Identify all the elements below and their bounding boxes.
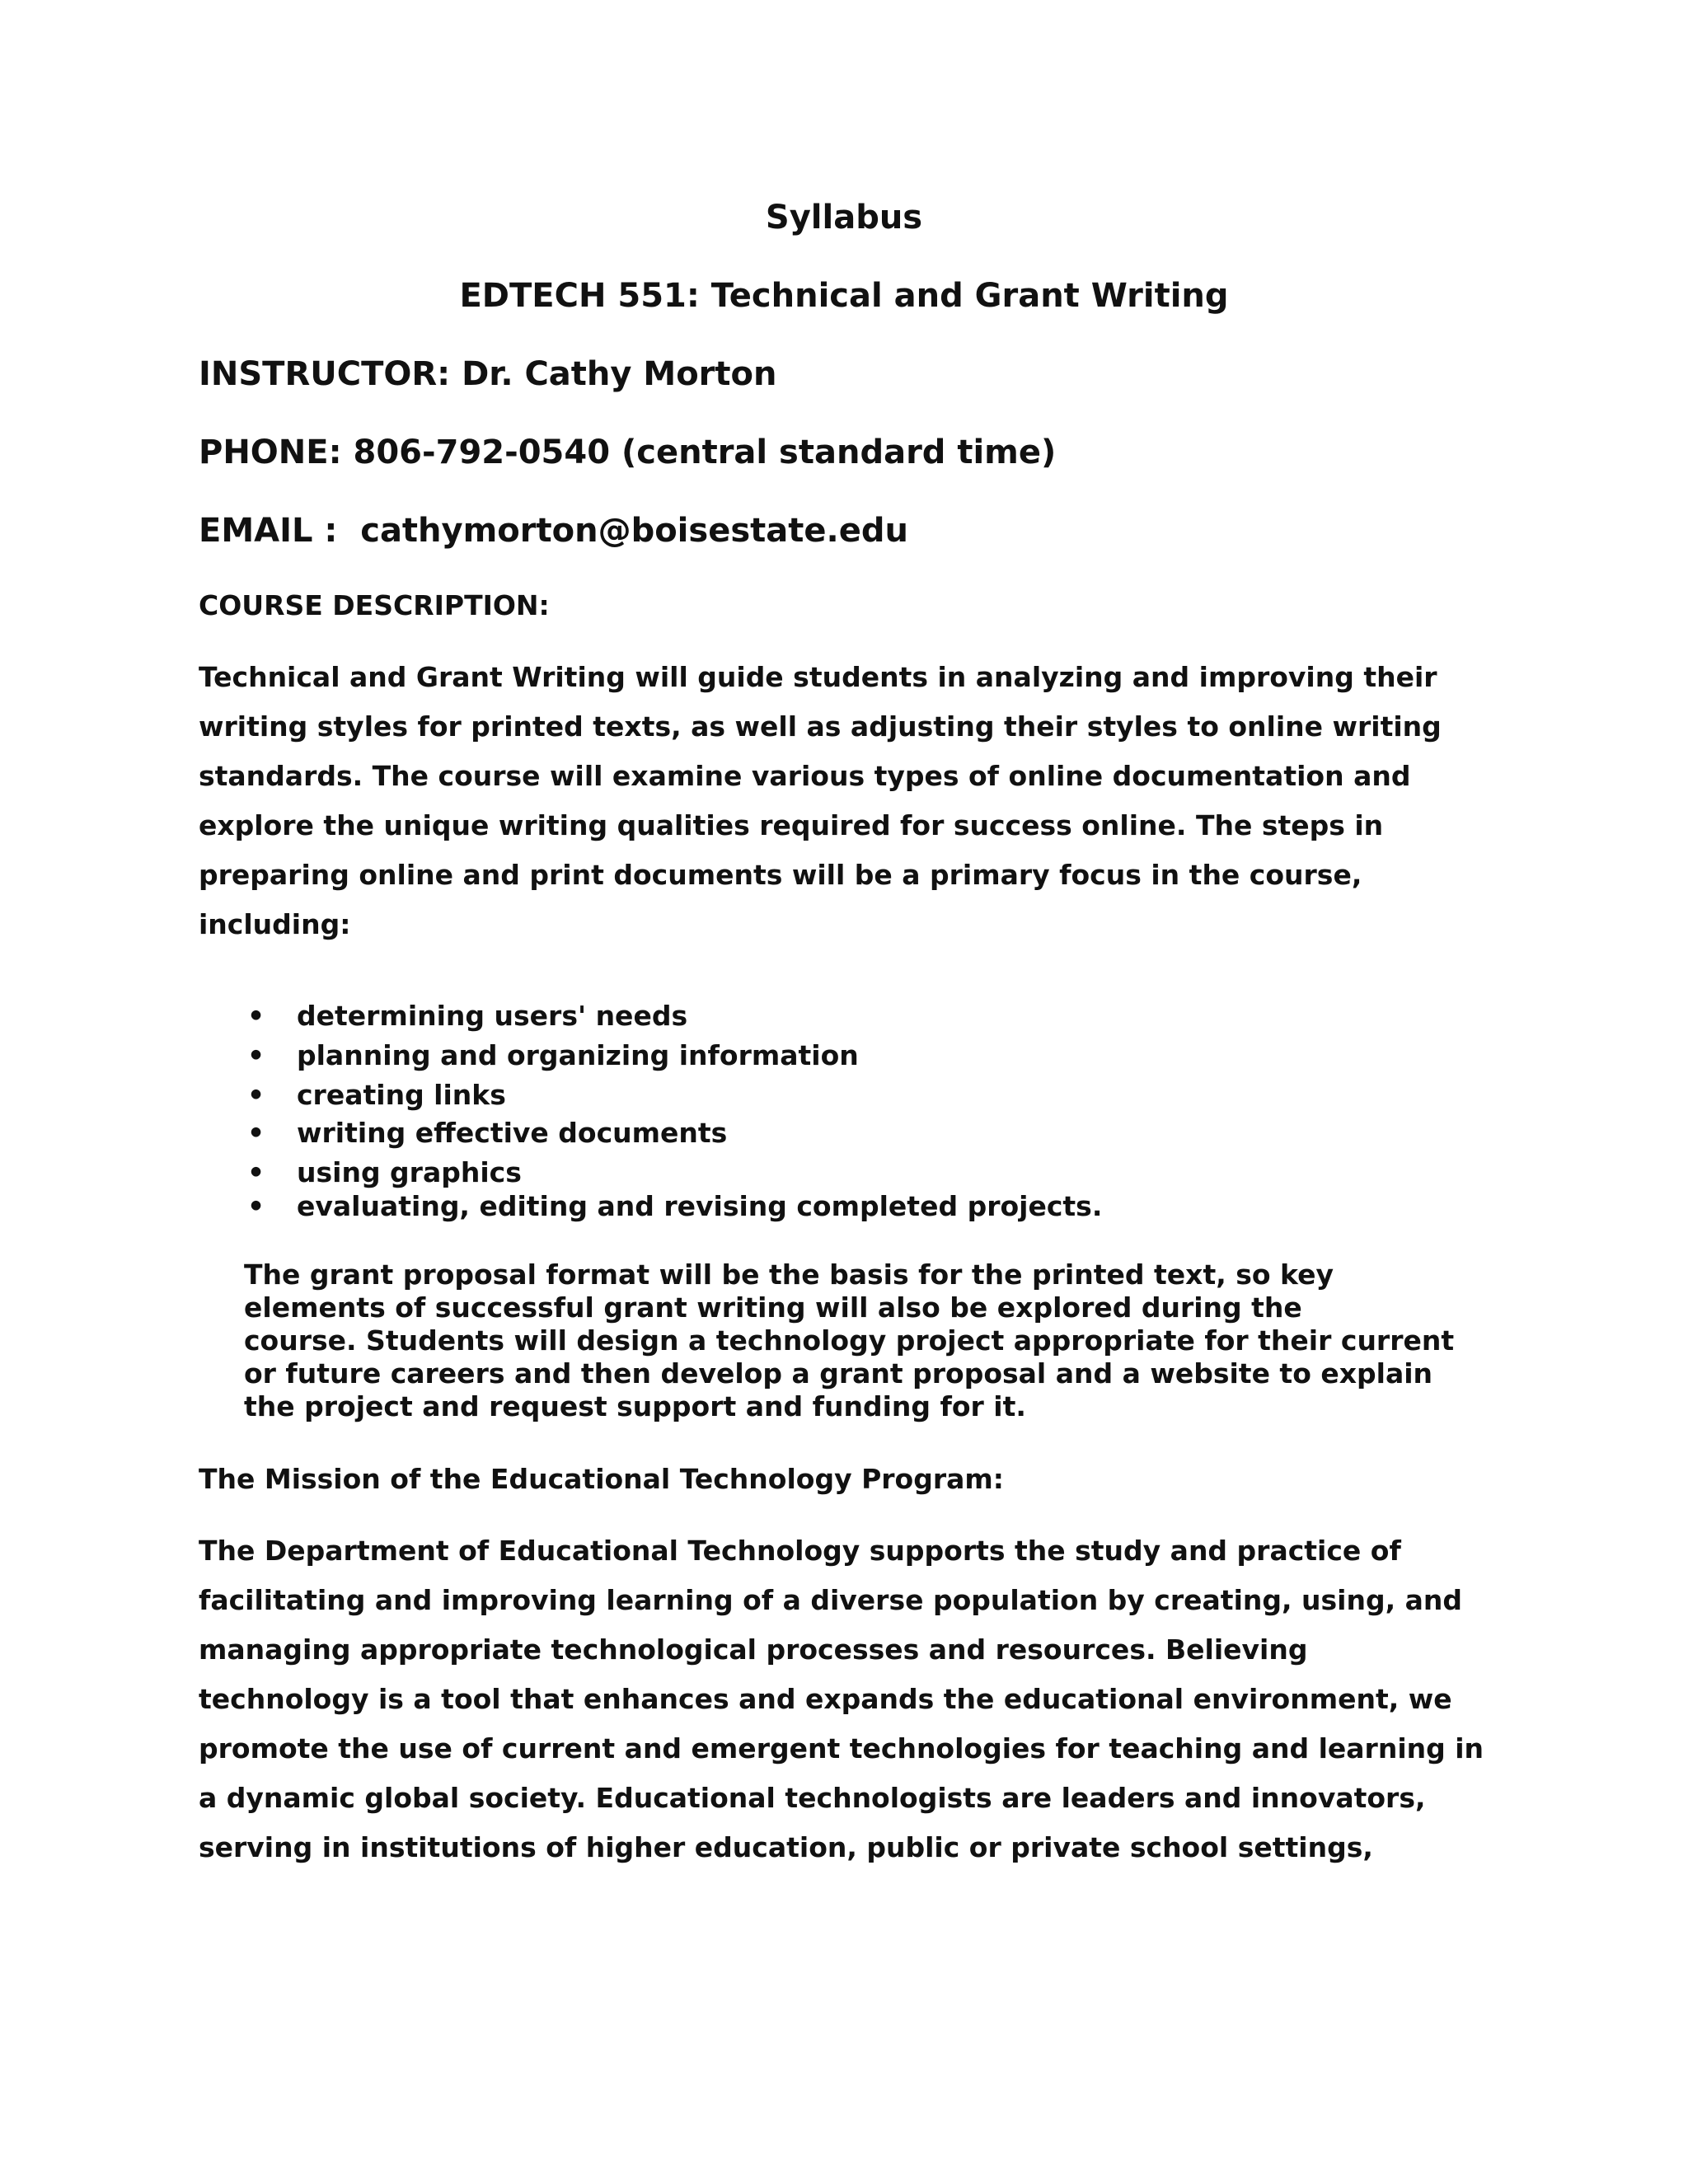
course-description-line: preparing online and print documents will be a primary focus in the course,: [199, 859, 1362, 891]
mission-line: The Department of Educational Technology supports the study and practice of: [199, 1535, 1401, 1567]
list-item-text: using graphics: [297, 1156, 522, 1188]
grant-paragraph-line: The grant proposal format will be the basis for the printed text, so key: [244, 1258, 1334, 1291]
course-description-line: including:: [199, 908, 351, 940]
list-item: [247, 1117, 727, 1150]
list-item-text: planning and organizing information: [297, 1039, 859, 1071]
mission-line: a dynamic global society. Educational technologists are leaders and innovators,: [199, 1782, 1426, 1814]
page-title: Syllabus: [765, 199, 923, 237]
phone-line: PHONE: 806-792-0540 (central standard time): [199, 434, 1057, 471]
bullet-icon: •: [247, 1079, 265, 1111]
course-title: EDTECH 551: Technical and Grant Writing: [459, 277, 1229, 315]
mission-line: technology is a tool that enhances and expands the educational environment, we: [199, 1683, 1452, 1715]
email-line: EMAIL : cathymorton@boisestate.edu: [199, 512, 908, 550]
grant-paragraph-line: course. Students will design a technology project appropriate for their current: [244, 1324, 1455, 1357]
course-description-line: writing styles for printed texts, as well as adjusting their styles to online writing: [199, 710, 1442, 743]
grant-paragraph-line: elements of successful grant writing will also be explored during the: [244, 1291, 1302, 1324]
list-item: [247, 1000, 687, 1033]
grant-paragraph-line: the project and request support and funding for it.: [244, 1390, 1026, 1422]
list-item: [247, 1156, 522, 1189]
mission-line: managing appropriate technological processes and resources. Believing: [199, 1633, 1308, 1666]
mission-line: promote the use of current and emergent technologies for teaching and learning in: [199, 1732, 1484, 1765]
mission-line: serving in institutions of higher education, public or private school settings,: [199, 1831, 1373, 1863]
list-item-text: determining users' needs: [297, 1000, 688, 1032]
list-item: [247, 1039, 859, 1072]
grant-paragraph-line: or future careers and then develop a grant proposal and a website to explain: [244, 1357, 1433, 1390]
bullet-icon: •: [247, 1156, 265, 1188]
mission-line: facilitating and improving learning of a diverse population by creating, using, and: [199, 1584, 1462, 1616]
bullet-icon: •: [247, 1000, 265, 1032]
course-description-heading: COURSE DESCRIPTION:: [199, 589, 550, 621]
list-item: [247, 1079, 506, 1112]
course-description-line: standards. The course will examine various types of online documentation and: [199, 760, 1411, 792]
bullet-icon: •: [247, 1117, 265, 1149]
mission-heading: The Mission of the Educational Technology Program:: [199, 1463, 1004, 1495]
course-description-line: Technical and Grant Writing will guide students in analyzing and improving their: [199, 661, 1437, 693]
course-description-line: explore the unique writing qualities required for success online. The steps in: [199, 809, 1384, 841]
bullet-icon: •: [247, 1190, 265, 1222]
instructor-line: INSTRUCTOR: Dr. Cathy Morton: [199, 355, 777, 393]
bullet-icon: •: [247, 1039, 265, 1071]
list-item-text: writing effective documents: [297, 1117, 728, 1149]
list-item-text: creating links: [297, 1079, 506, 1111]
list-item-text: evaluating, editing and revising completed projects.: [297, 1190, 1103, 1222]
list-item: [247, 1190, 1102, 1223]
